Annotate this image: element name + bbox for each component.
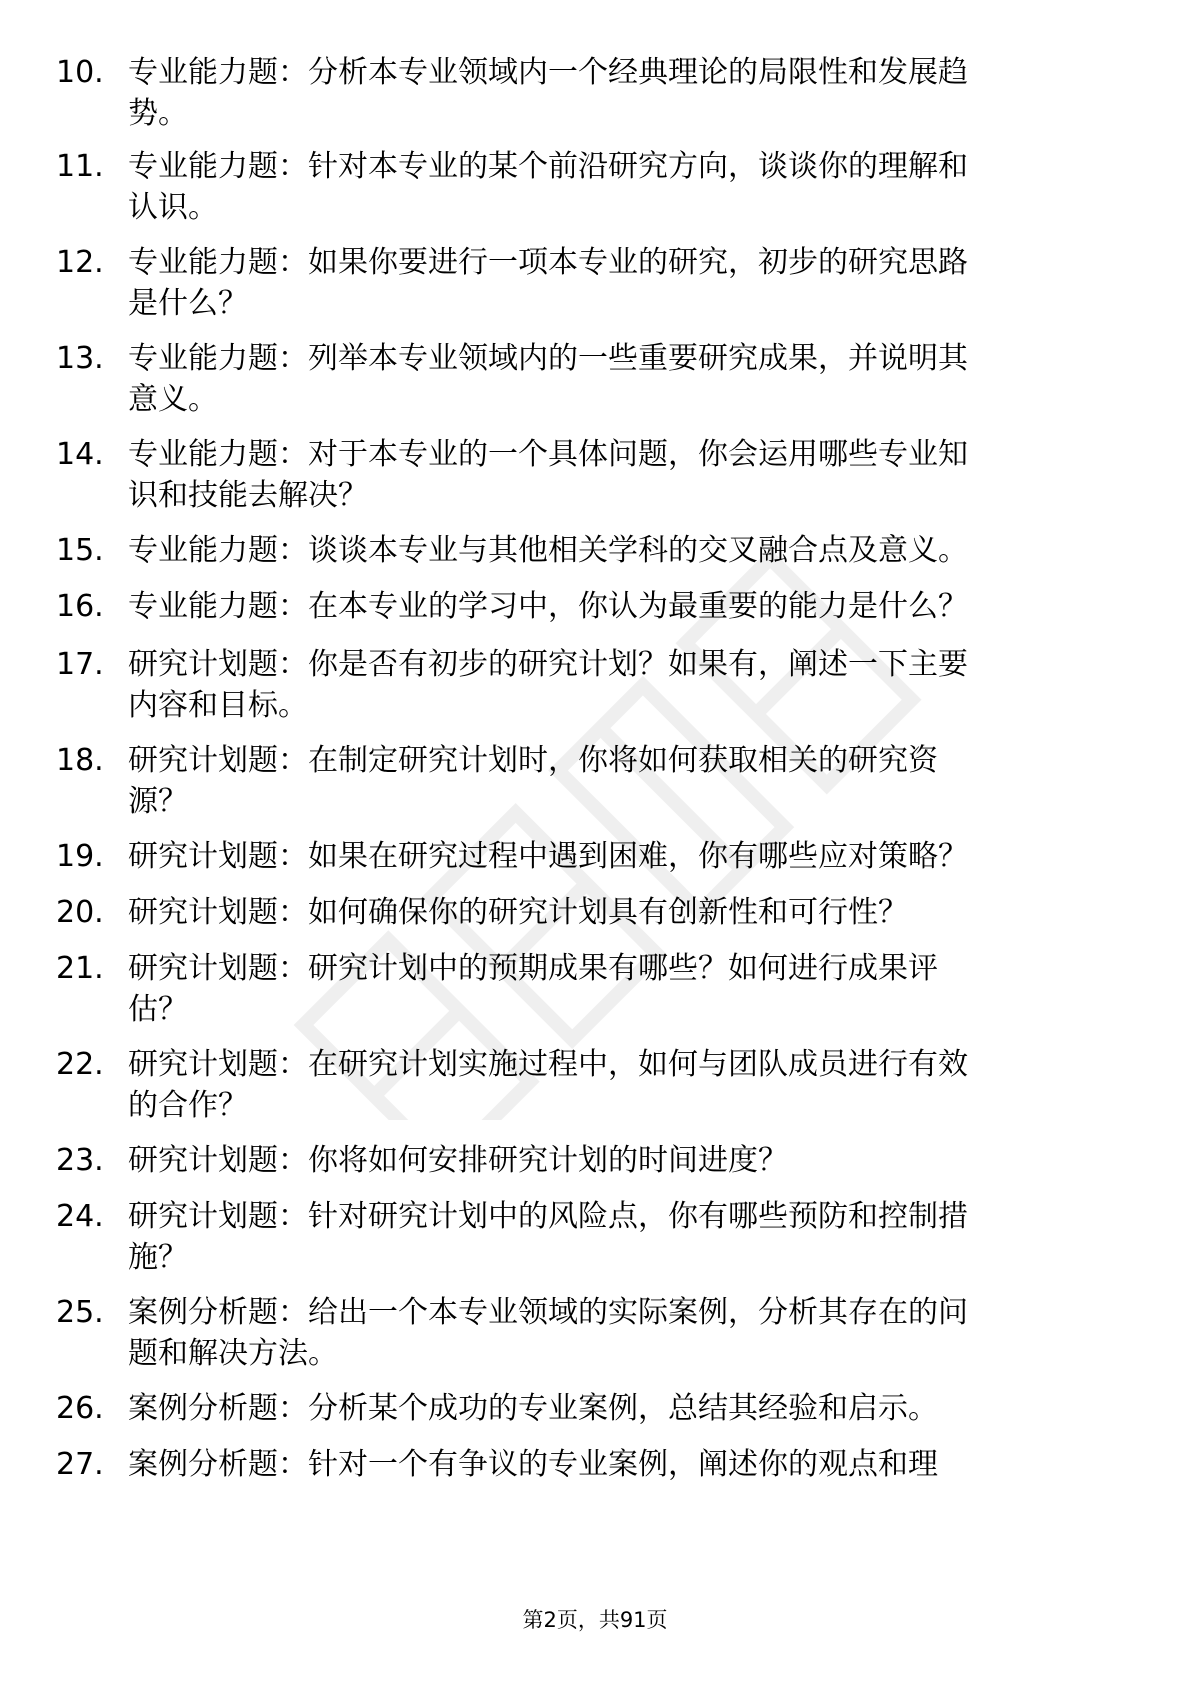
question-text bbox=[128, 1044, 1118, 1126]
question-text-line: 案例分析题：给出一个本专业领域的实际案例，分析其存在的问 bbox=[128, 1295, 968, 1330]
question-text-line: 专业能力题：列举本专业领域内的一些重要研究成果，并说明其 bbox=[128, 341, 968, 376]
question-text-line: 专业能力题：对于本专业的一个具体问题，你会运用哪些专业知 bbox=[128, 437, 968, 472]
question-text-line: 的合作？ bbox=[128, 1088, 248, 1123]
question-text-line: 研究计划题：研究计划中的预期成果有哪些？如何进行成果评 bbox=[128, 951, 938, 986]
question-text bbox=[128, 836, 1118, 877]
question-text-line: 内容和目标。 bbox=[128, 688, 308, 723]
question-text-line: 专业能力题：分析本专业领域内一个经典理论的局限性和发展趋 bbox=[128, 55, 968, 90]
question-text bbox=[128, 146, 1118, 228]
question-text-line: 研究计划题：如何确保你的研究计划具有创新性和可行性？ bbox=[128, 895, 908, 930]
question-text-line: 专业能力题：谈谈本专业与其他相关学科的交叉融合点及意义。 bbox=[128, 533, 968, 568]
question-text bbox=[128, 530, 1118, 571]
question-text-line: 研究计划题：你将如何安排研究计划的时间进度？ bbox=[128, 1143, 788, 1178]
question-number: 17. bbox=[56, 647, 104, 682]
question-number: 24. bbox=[56, 1199, 104, 1234]
question-number: 10. bbox=[56, 55, 104, 90]
question-text-line: 估？ bbox=[128, 992, 188, 1027]
question-number: 18. bbox=[56, 743, 104, 778]
question-number: 13. bbox=[56, 341, 104, 376]
question-number: 12. bbox=[56, 245, 104, 280]
question-text bbox=[128, 52, 1118, 134]
question-text-line: 案例分析题：针对一个有争议的专业案例，阐述你的观点和理 bbox=[128, 1447, 938, 1482]
question-text-line: 势。 bbox=[128, 96, 188, 131]
question-number: 14. bbox=[56, 437, 104, 472]
question-text-line: 专业能力题：在本专业的学习中，你认为最重要的能力是什么？ bbox=[128, 589, 968, 624]
question-text-line: 认识。 bbox=[128, 190, 218, 225]
question-number: 15. bbox=[56, 533, 104, 568]
question-number: 23. bbox=[56, 1143, 104, 1178]
question-text bbox=[128, 1140, 1118, 1181]
question-number: 27. bbox=[56, 1447, 104, 1482]
question-text-line: 专业能力题：针对本专业的某个前沿研究方向，谈谈你的理解和 bbox=[128, 149, 968, 184]
question-text-line: 施？ bbox=[128, 1240, 188, 1275]
question-text bbox=[128, 892, 1118, 933]
question-number: 25. bbox=[56, 1295, 104, 1330]
question-text bbox=[128, 1196, 1118, 1278]
question-text-line: 案例分析题：分析某个成功的专业案例，总结其经验和启示。 bbox=[128, 1391, 938, 1426]
question-number: 20. bbox=[56, 895, 104, 930]
question-text bbox=[128, 1292, 1118, 1374]
question-text bbox=[128, 434, 1118, 516]
question-text-line: 意义。 bbox=[128, 382, 218, 417]
question-text-line: 研究计划题：如果在研究过程中遇到困难，你有哪些应对策略？ bbox=[128, 839, 968, 874]
question-text bbox=[128, 948, 1118, 1030]
question-text bbox=[128, 1388, 1118, 1429]
question-number: 21. bbox=[56, 951, 104, 986]
question-text-line: 研究计划题：在制定研究计划时，你将如何获取相关的研究资 bbox=[128, 743, 938, 778]
question-text-line: 研究计划题：针对研究计划中的风险点，你有哪些预防和控制措 bbox=[128, 1199, 968, 1234]
question-text-line: 识和技能去解决？ bbox=[128, 478, 368, 513]
question-text bbox=[128, 338, 1118, 420]
question-number: 22. bbox=[56, 1047, 104, 1082]
question-text-line: 是什么？ bbox=[128, 286, 248, 321]
question-text-line: 题和解决方法。 bbox=[128, 1336, 338, 1371]
question-text-line: 专业能力题：如果你要进行一项本专业的研究，初步的研究思路 bbox=[128, 245, 968, 280]
question-text bbox=[128, 242, 1118, 324]
question-text-line: 研究计划题：在研究计划实施过程中，如何与团队成员进行有效 bbox=[128, 1047, 968, 1082]
page-footer bbox=[0, 1606, 1190, 1634]
question-text bbox=[128, 586, 1118, 627]
question-text bbox=[128, 644, 1118, 726]
question-number: 26. bbox=[56, 1391, 104, 1426]
question-text-line: 源？ bbox=[128, 784, 188, 819]
question-text bbox=[128, 1444, 1118, 1485]
question-text-line: 研究计划题：你是否有初步的研究计划？如果有，阐述一下主要 bbox=[128, 647, 968, 682]
question-text bbox=[128, 740, 1118, 822]
page-number: 第2页，共91页 bbox=[522, 1608, 668, 1632]
question-number: 11. bbox=[56, 149, 104, 184]
question-number: 16. bbox=[56, 589, 104, 624]
question-number: 19. bbox=[56, 839, 104, 874]
